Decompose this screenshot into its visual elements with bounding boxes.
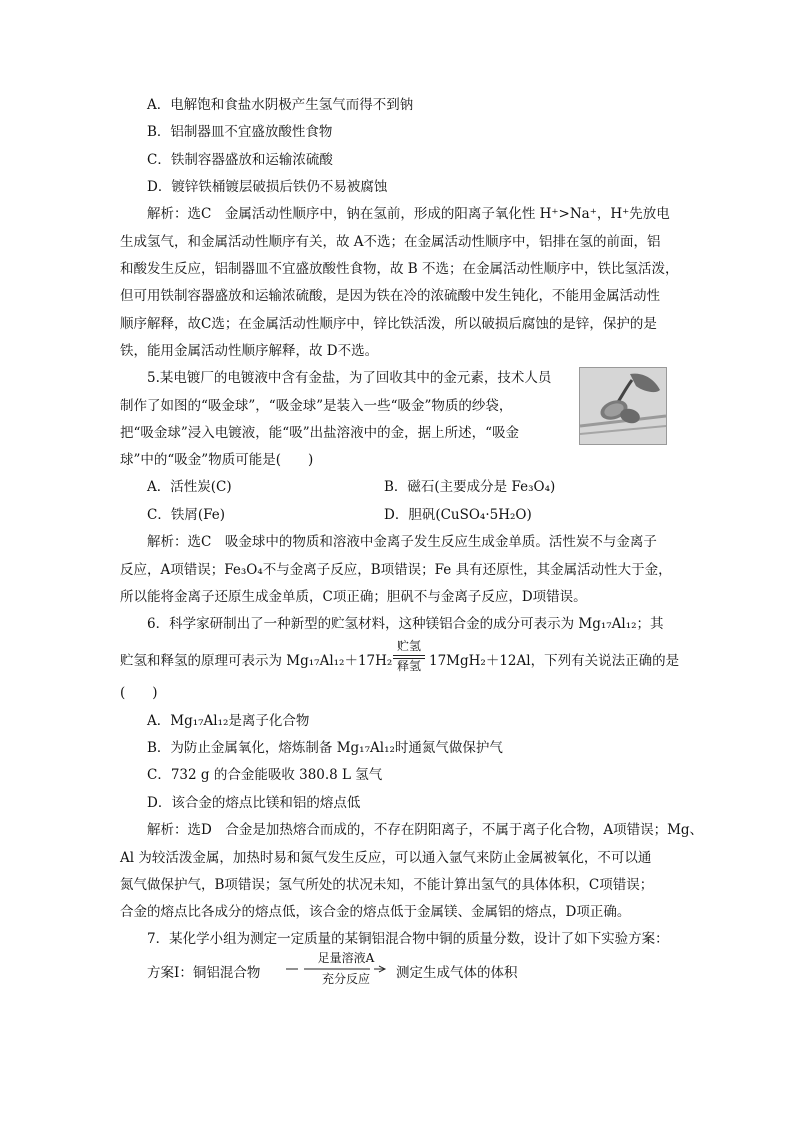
q5-stem-line: 球”中的“吸金”物质可能是( ) — [120, 452, 314, 468]
q4-analysis-line: 和酸发生反应，铝制器皿不宜盛放酸性食物，故 B 不选；在金属活动性顺序中，铁比氢活泼， — [120, 261, 679, 277]
q6-equation-left: 贮氢和释氢的原理可表示为 Mg₁₇Al₁₂＋17H₂ — [120, 653, 393, 669]
q7-arrow-top-label: 足量溶液A — [317, 951, 375, 965]
q4-analysis-line: 顺序解释，故C选；在金属活动性顺序中，锌比铁活泼，所以破损后腐蚀的是锌，保护的是 — [120, 316, 657, 332]
q6-option-d: D．该合金的熔点比镁和铝的熔点低 — [147, 795, 361, 811]
q4-analysis-line: 生成氢气，和金属活动性顺序有关，故 A不选；在金属活动性顺序中，铝排在氢的前面，铝 — [120, 234, 661, 250]
q6-analysis-line: 合金的熔点比各成分的熔点低，该合金的熔点低于金属镁、金属铝的熔点，D项正确。 — [120, 904, 631, 920]
q6-option-a: A．Mg₁₇Al₁₂是离子化合物 — [147, 713, 310, 729]
q6-answer-blank: ( ) — [120, 685, 158, 701]
q6-option-c: C．732 g 的合金能吸收 380.8 L 氢气 — [147, 767, 383, 783]
q7-stem: 7．某化学小组为测定一定质量的某铜铝混合物中铜的质量分数，设计了如下实验方案： — [147, 931, 669, 947]
q6-equation-arrow — [393, 640, 425, 673]
gold-absorbing-ball-photo — [579, 367, 667, 445]
q5-analysis-line: 解析：选C 吸金球中的物质和溶液中金离子发生反应生成金单质。活性炭不与金离子 — [147, 534, 657, 550]
q5-analysis-line: 所以能将金离子还原生成金单质，C项正确；胆矾不与金离子反应，D项错误。 — [120, 589, 587, 605]
q5-option-b: B．磁石(主要成分是 Fe₃O₄) — [384, 479, 556, 495]
q5-option-a: A．活性炭(C) — [147, 479, 232, 495]
q7-scheme-label: 方案Ⅰ：铜铝混合物 — [147, 965, 261, 981]
q7-reaction-arrow — [284, 952, 388, 986]
q5-stem-line: 制作了如图的“吸金球”，“吸金球”是装入一些“吸金”物质的纱袋， — [120, 398, 513, 414]
q5-option-c: C．铁屑(Fe) — [147, 507, 225, 523]
q5-analysis-line: 反应，A项错误；Fe₃O₄不与金离子反应，B项错误；Fe 具有还原性，其金属活动性大于金， — [120, 562, 672, 578]
q4-analysis-line: 解析：选C 金属活动性顺序中，钠在氢前，形成的阳离子氧化性 H⁺>Na⁺，H⁺先放电 — [147, 206, 670, 222]
q7-scheme-result: 测定生成气体的体积 — [396, 965, 518, 981]
q6-analysis-line: 氮气做保护气，B项错误；氢气所处的状况未知，不能计算出氢气的具体体积，C项错误； — [120, 877, 654, 893]
q5-stem-line: 5.某电镀厂的电镀液中含有金盐，为了回收其中的金元素，技术人员 — [147, 370, 552, 386]
q6-equation-right: 17MgH₂＋12Al，下列有关说法正确的是 — [429, 653, 680, 669]
q6-analysis-line: Al 为较活泼金属，加热时易和氮气发生反应，可以通入氩气来防止金属被氧化，不可以通 — [120, 850, 652, 866]
q6-arrow-bottom-label: 释氢 — [396, 659, 421, 673]
q4-analysis-line: 铁，能用金属活动性顺序解释，故 D不选。 — [120, 343, 379, 359]
reversible-arrow-icon — [393, 653, 425, 660]
q4-option-d: D．镀锌铁桶镀层破损后铁仍不易被腐蚀 — [147, 179, 388, 195]
q5-option-d: D．胆矾(CuSO₄·5H₂O) — [384, 507, 532, 523]
q6-stem-line: 6．科学家研制出了一种新型的贮氢材料，这种镁铝合金的成分可表示为 Mg₁₇Al₁₂；其 — [147, 616, 664, 632]
q6-option-b: B．为防止金属氧化，熔炼制备 Mg₁₇Al₁₂时通氮气做保护气 — [147, 740, 503, 756]
q6-arrow-top-label: 贮氢 — [396, 639, 421, 653]
q5-stem-line: 把“吸金球”浸入电镀液，能“吸”出盐溶液中的金，据上所述，“吸金 — [120, 425, 520, 441]
q6-analysis-line: 解析：选D 合金是加热熔合而成的，不存在阴阳离子，不属于离子化合物，A项错误；Mg、 — [147, 822, 704, 838]
q4-analysis-line: 但可用铁制容器盛放和运输浓硫酸，是因为铁在冷的浓硫酸中发生钝化，不能用金属活动性 — [120, 288, 660, 304]
q4-option-a: A．电解饱和食盐水阴极产生氢气而得不到钠 — [147, 97, 414, 113]
q4-option-c: C．铁制容器盛放和运输浓硫酸 — [147, 152, 333, 168]
q7-arrow-bottom-label: 充分反应 — [321, 972, 370, 986]
q4-option-b: B．铝制器皿不宜盛放酸性食物 — [147, 124, 333, 140]
